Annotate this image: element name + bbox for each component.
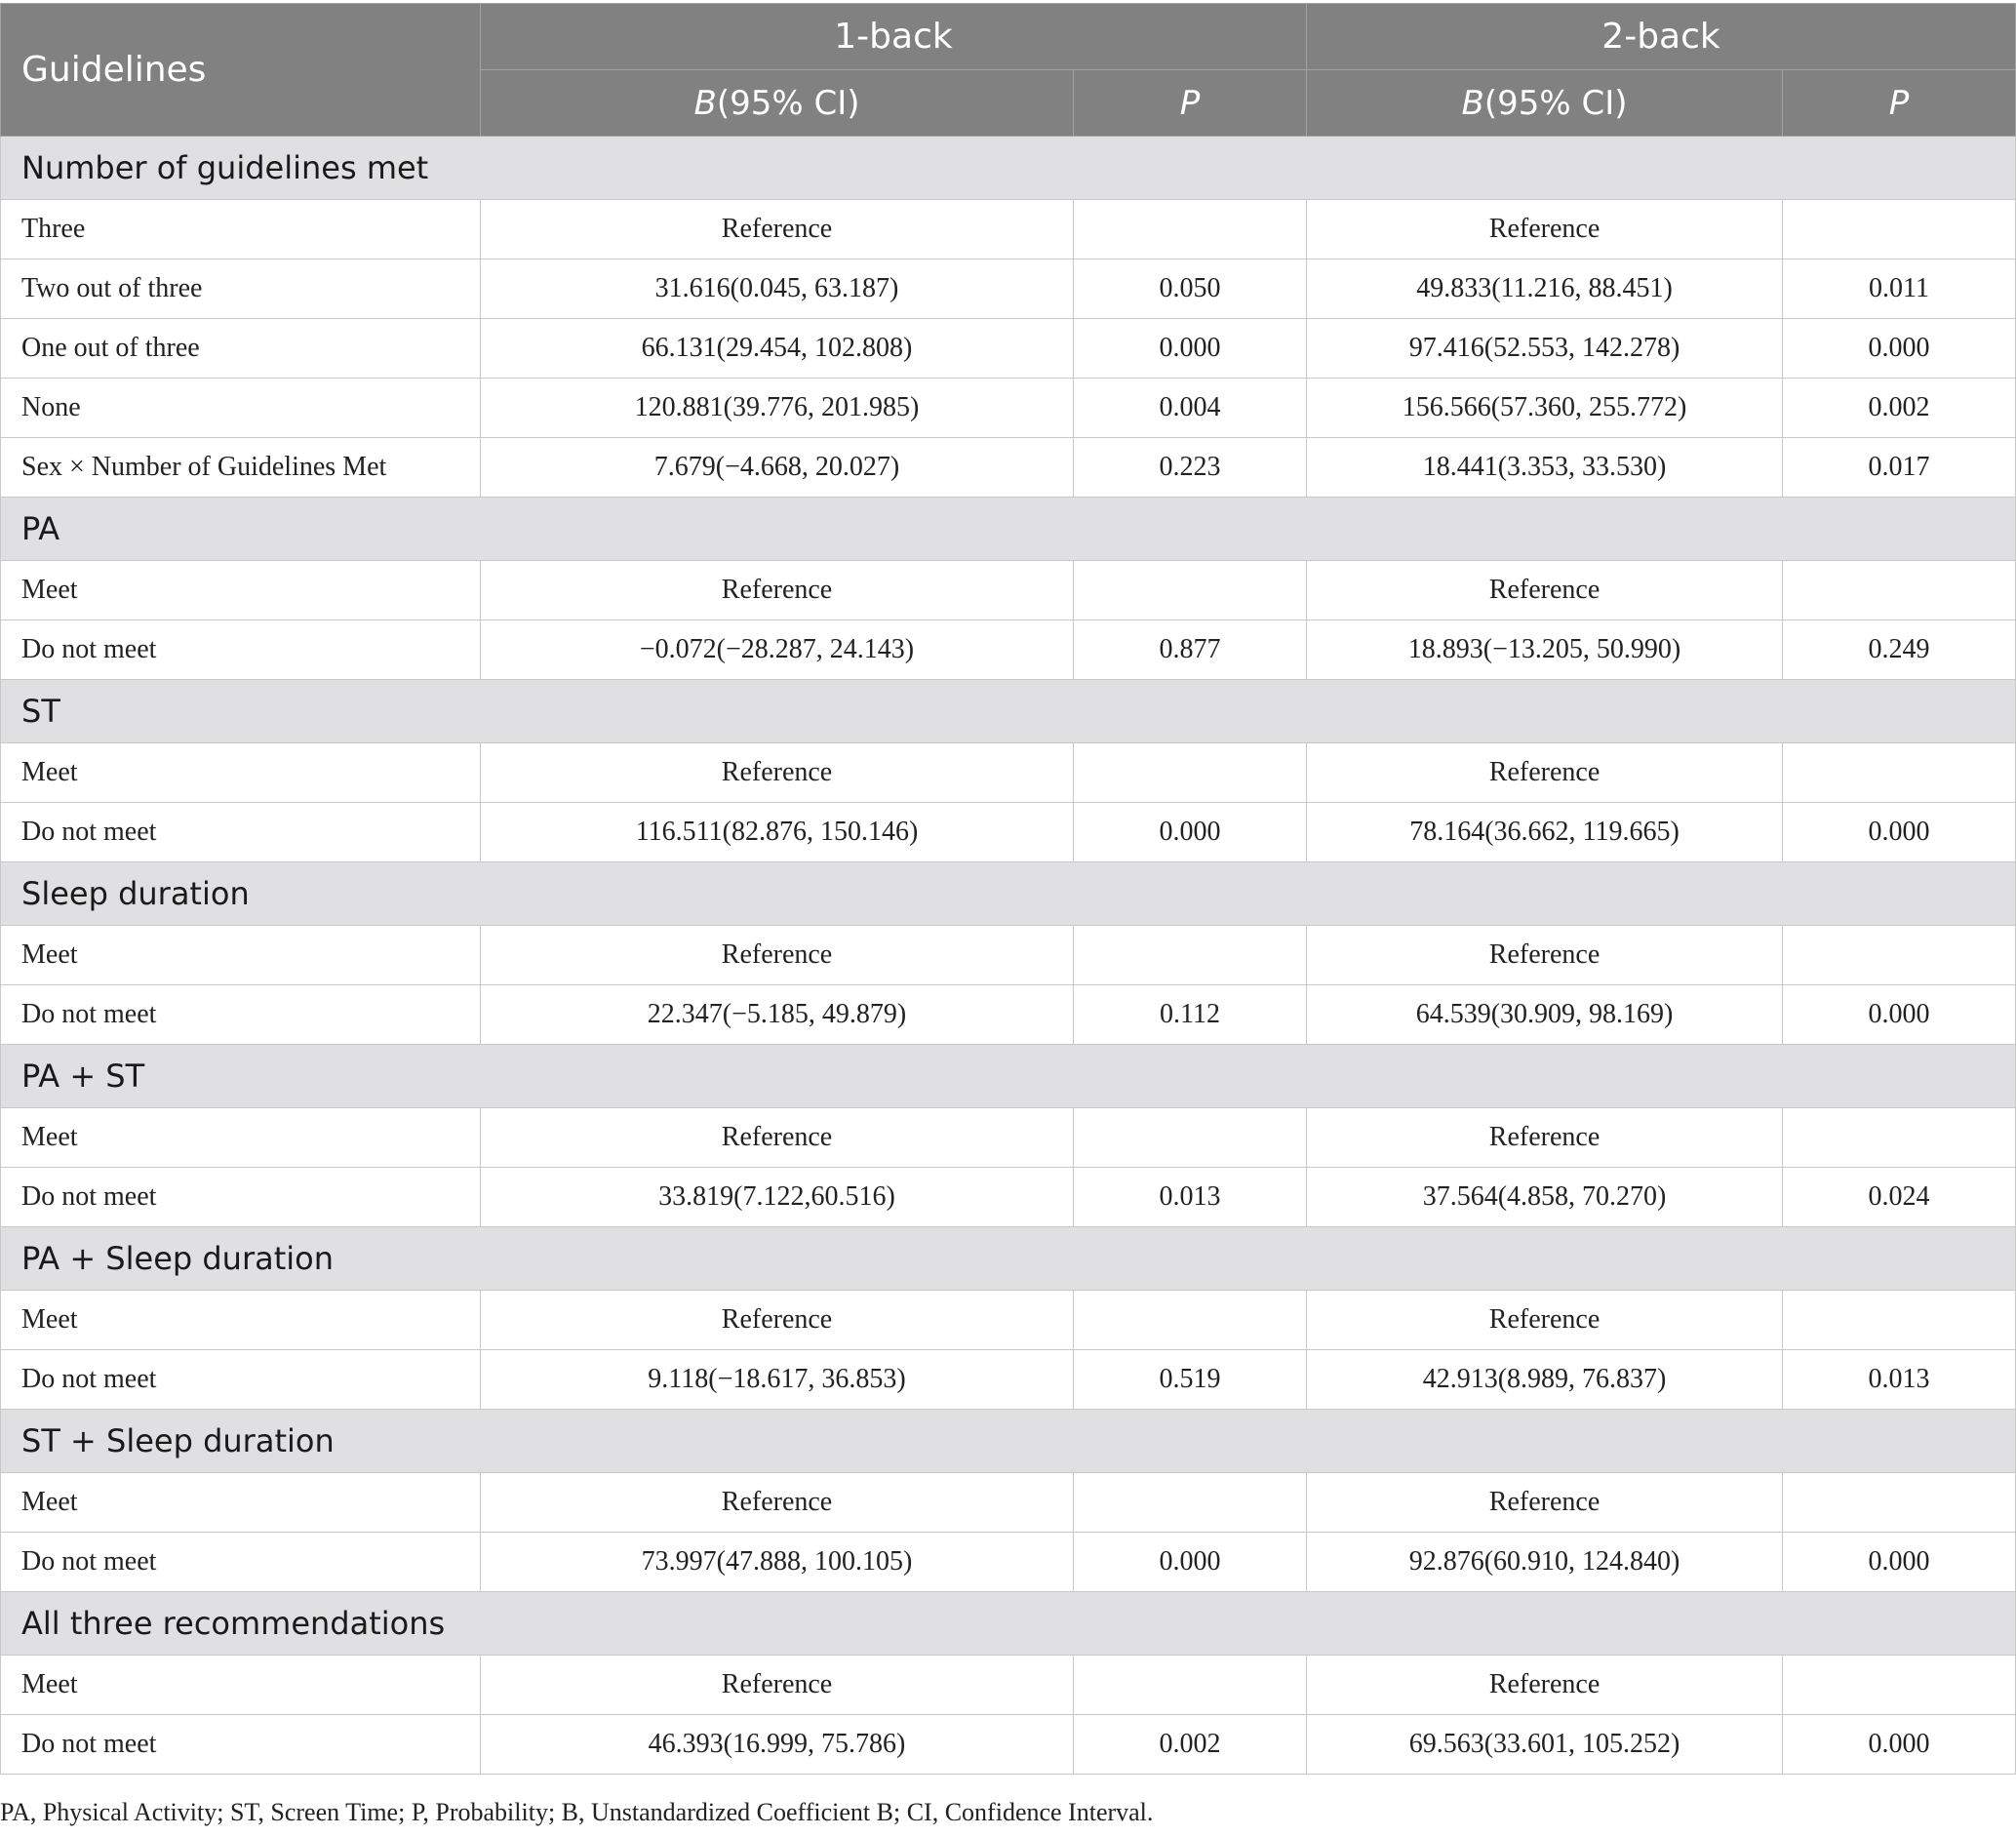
two-back-p-cell: 0.000 bbox=[1783, 319, 2016, 379]
one-back-p-cell bbox=[1074, 743, 1307, 803]
row-label: Two out of three bbox=[1, 260, 481, 319]
two-back-p-cell: 0.000 bbox=[1783, 803, 2016, 862]
one-back-p-cell: 0.000 bbox=[1074, 319, 1307, 379]
two-back-b-ci-cell: 18.441(3.353, 33.530) bbox=[1307, 438, 1783, 498]
one-back-b-ci-cell: 33.819(7.122,60.516) bbox=[481, 1168, 1074, 1227]
table-row bbox=[1, 926, 2016, 985]
section-title: ST bbox=[1, 680, 2016, 743]
section-header-row bbox=[1, 1592, 2016, 1656]
section-header-row bbox=[1, 1410, 2016, 1473]
two-back-p-cell: 0.013 bbox=[1783, 1350, 2016, 1410]
one-back-b-ci-cell: 7.679(−4.668, 20.027) bbox=[481, 438, 1074, 498]
two-back-p-cell: 0.000 bbox=[1783, 985, 2016, 1045]
one-back-b-ci-cell: 120.881(39.776, 201.985) bbox=[481, 379, 1074, 438]
row-label: Meet bbox=[1, 926, 481, 985]
one-back-b-ci-cell: 31.616(0.045, 63.187) bbox=[481, 260, 1074, 319]
row-label: Meet bbox=[1, 561, 481, 620]
section-header-row bbox=[1, 137, 2016, 200]
section-header-row bbox=[1, 680, 2016, 743]
two-back-p-cell bbox=[1783, 1291, 2016, 1350]
results-table bbox=[0, 3, 2016, 1775]
section-header-row bbox=[1, 862, 2016, 926]
table-row bbox=[1, 1656, 2016, 1715]
one-back-b-ci-cell: Reference bbox=[481, 743, 1074, 803]
table-row bbox=[1, 1715, 2016, 1775]
table-row bbox=[1, 1350, 2016, 1410]
two-back-p-cell: 0.000 bbox=[1783, 1715, 2016, 1775]
one-back-b-ci-cell: 46.393(16.999, 75.786) bbox=[481, 1715, 1074, 1775]
one-back-p-cell bbox=[1074, 1656, 1307, 1715]
table-row bbox=[1, 985, 2016, 1045]
section-header-row bbox=[1, 1045, 2016, 1108]
one-back-b-ci-cell: Reference bbox=[481, 200, 1074, 260]
one-back-b-ci-cell: Reference bbox=[481, 926, 1074, 985]
one-back-p-cell bbox=[1074, 200, 1307, 260]
row-label: One out of three bbox=[1, 319, 481, 379]
two-back-p-cell bbox=[1783, 1473, 2016, 1533]
two-back-p-cell bbox=[1783, 1108, 2016, 1168]
one-back-p-cell: 0.112 bbox=[1074, 985, 1307, 1045]
two-back-b-ci-header: B(95% CI) bbox=[1307, 70, 1783, 137]
one-back-p-cell bbox=[1074, 1291, 1307, 1350]
table-row bbox=[1, 1291, 2016, 1350]
table-row bbox=[1, 803, 2016, 862]
two-back-b-ci-cell: 78.164(36.662, 119.665) bbox=[1307, 803, 1783, 862]
one-back-group-header: 1-back bbox=[481, 4, 1307, 70]
one-back-b-ci-cell: 9.118(−18.617, 36.853) bbox=[481, 1350, 1074, 1410]
two-back-p-cell bbox=[1783, 561, 2016, 620]
table-row bbox=[1, 1533, 2016, 1592]
one-back-p-cell: 0.000 bbox=[1074, 803, 1307, 862]
two-back-p-cell bbox=[1783, 926, 2016, 985]
two-back-p-cell: 0.249 bbox=[1783, 620, 2016, 680]
table-header bbox=[1, 4, 2016, 137]
two-back-b-ci-cell: 69.563(33.601, 105.252) bbox=[1307, 1715, 1783, 1775]
table-row bbox=[1, 438, 2016, 498]
row-label: Meet bbox=[1, 1291, 481, 1350]
two-back-b-ci-cell: Reference bbox=[1307, 926, 1783, 985]
one-back-b-ci-cell: Reference bbox=[481, 1291, 1074, 1350]
table-row bbox=[1, 319, 2016, 379]
one-back-b-ci-cell: −0.072(−28.287, 24.143) bbox=[481, 620, 1074, 680]
one-back-p-cell: 0.000 bbox=[1074, 1533, 1307, 1592]
one-back-p-cell: 0.877 bbox=[1074, 620, 1307, 680]
one-back-p-cell: 0.004 bbox=[1074, 379, 1307, 438]
one-back-b-ci-cell: 66.131(29.454, 102.808) bbox=[481, 319, 1074, 379]
section-header-row bbox=[1, 1227, 2016, 1291]
row-label: Meet bbox=[1, 743, 481, 803]
one-back-p-cell bbox=[1074, 926, 1307, 985]
row-label: Do not meet bbox=[1, 1715, 481, 1775]
one-back-p-cell: 0.223 bbox=[1074, 438, 1307, 498]
section-title: Number of guidelines met bbox=[1, 137, 2016, 200]
two-back-p-cell: 0.024 bbox=[1783, 1168, 2016, 1227]
table-row bbox=[1, 200, 2016, 260]
two-back-p-cell bbox=[1783, 1656, 2016, 1715]
section-title: PA + Sleep duration bbox=[1, 1227, 2016, 1291]
one-back-b-ci-cell: 73.997(47.888, 100.105) bbox=[481, 1533, 1074, 1592]
table-row bbox=[1, 620, 2016, 680]
two-back-p-cell: 0.000 bbox=[1783, 1533, 2016, 1592]
one-back-p-header: P bbox=[1074, 70, 1307, 137]
table-row bbox=[1, 379, 2016, 438]
one-back-b-ci-header: B(95% CI) bbox=[481, 70, 1074, 137]
two-back-b-ci-cell: 156.566(57.360, 255.772) bbox=[1307, 379, 1783, 438]
two-back-p-cell: 0.002 bbox=[1783, 379, 2016, 438]
one-back-b-ci-cell: 22.347(−5.185, 49.879) bbox=[481, 985, 1074, 1045]
section-title: PA + ST bbox=[1, 1045, 2016, 1108]
table-row bbox=[1, 743, 2016, 803]
two-back-b-ci-cell: Reference bbox=[1307, 561, 1783, 620]
two-back-b-ci-cell: Reference bbox=[1307, 1656, 1783, 1715]
section-title: ST + Sleep duration bbox=[1, 1410, 2016, 1473]
section-header-row bbox=[1, 498, 2016, 561]
two-back-p-header: P bbox=[1783, 70, 2016, 137]
guidelines-column-header: Guidelines bbox=[1, 4, 481, 137]
two-back-p-cell: 0.011 bbox=[1783, 260, 2016, 319]
table-row bbox=[1, 1473, 2016, 1533]
two-back-b-ci-cell: Reference bbox=[1307, 200, 1783, 260]
two-back-b-ci-cell: 42.913(8.989, 76.837) bbox=[1307, 1350, 1783, 1410]
section-title: PA bbox=[1, 498, 2016, 561]
two-back-b-ci-cell: 92.876(60.910, 124.840) bbox=[1307, 1533, 1783, 1592]
one-back-b-ci-cell: Reference bbox=[481, 1656, 1074, 1715]
row-label: Three bbox=[1, 200, 481, 260]
one-back-p-cell bbox=[1074, 1108, 1307, 1168]
two-back-b-ci-cell: Reference bbox=[1307, 1108, 1783, 1168]
table-row bbox=[1, 260, 2016, 319]
one-back-p-cell bbox=[1074, 561, 1307, 620]
one-back-b-ci-cell: 116.511(82.876, 150.146) bbox=[481, 803, 1074, 862]
one-back-b-ci-cell: Reference bbox=[481, 561, 1074, 620]
section-title: All three recommendations bbox=[1, 1592, 2016, 1656]
two-back-group-header: 2-back bbox=[1307, 4, 2016, 70]
two-back-b-ci-cell: Reference bbox=[1307, 1473, 1783, 1533]
row-label: Do not meet bbox=[1, 985, 481, 1045]
one-back-p-cell: 0.050 bbox=[1074, 260, 1307, 319]
row-label: Do not meet bbox=[1, 1350, 481, 1410]
one-back-b-ci-cell: Reference bbox=[481, 1108, 1074, 1168]
two-back-b-ci-cell: 97.416(52.553, 142.278) bbox=[1307, 319, 1783, 379]
table-row bbox=[1, 561, 2016, 620]
two-back-b-ci-cell: 64.539(30.909, 98.169) bbox=[1307, 985, 1783, 1045]
row-label: Do not meet bbox=[1, 803, 481, 862]
one-back-p-cell: 0.013 bbox=[1074, 1168, 1307, 1227]
row-label: Meet bbox=[1, 1656, 481, 1715]
row-label: None bbox=[1, 379, 481, 438]
one-back-p-cell: 0.002 bbox=[1074, 1715, 1307, 1775]
table-footnote: PA, Physical Activity; ST, Screen Time; P, Probability; B, Unstandardized Coefficient B; CI, Confidence Interval. bbox=[0, 1798, 1154, 1826]
table-row bbox=[1, 1108, 2016, 1168]
row-label: Do not meet bbox=[1, 1533, 481, 1592]
two-back-p-cell bbox=[1783, 743, 2016, 803]
row-label: Do not meet bbox=[1, 1168, 481, 1227]
one-back-p-cell bbox=[1074, 1473, 1307, 1533]
header-row-top bbox=[1, 4, 2016, 70]
row-label: Do not meet bbox=[1, 620, 481, 680]
one-back-b-ci-cell: Reference bbox=[481, 1473, 1074, 1533]
table-body bbox=[1, 137, 2016, 1775]
row-label: Meet bbox=[1, 1108, 481, 1168]
section-title: Sleep duration bbox=[1, 862, 2016, 926]
one-back-p-cell: 0.519 bbox=[1074, 1350, 1307, 1410]
two-back-p-cell: 0.017 bbox=[1783, 438, 2016, 498]
table-row bbox=[1, 1168, 2016, 1227]
two-back-b-ci-cell: 49.833(11.216, 88.451) bbox=[1307, 260, 1783, 319]
two-back-b-ci-cell: 37.564(4.858, 70.270) bbox=[1307, 1168, 1783, 1227]
two-back-b-ci-cell: Reference bbox=[1307, 1291, 1783, 1350]
two-back-b-ci-cell: Reference bbox=[1307, 743, 1783, 803]
row-label: Sex × Number of Guidelines Met bbox=[1, 438, 481, 498]
row-label: Meet bbox=[1, 1473, 481, 1533]
two-back-p-cell bbox=[1783, 200, 2016, 260]
two-back-b-ci-cell: 18.893(−13.205, 50.990) bbox=[1307, 620, 1783, 680]
